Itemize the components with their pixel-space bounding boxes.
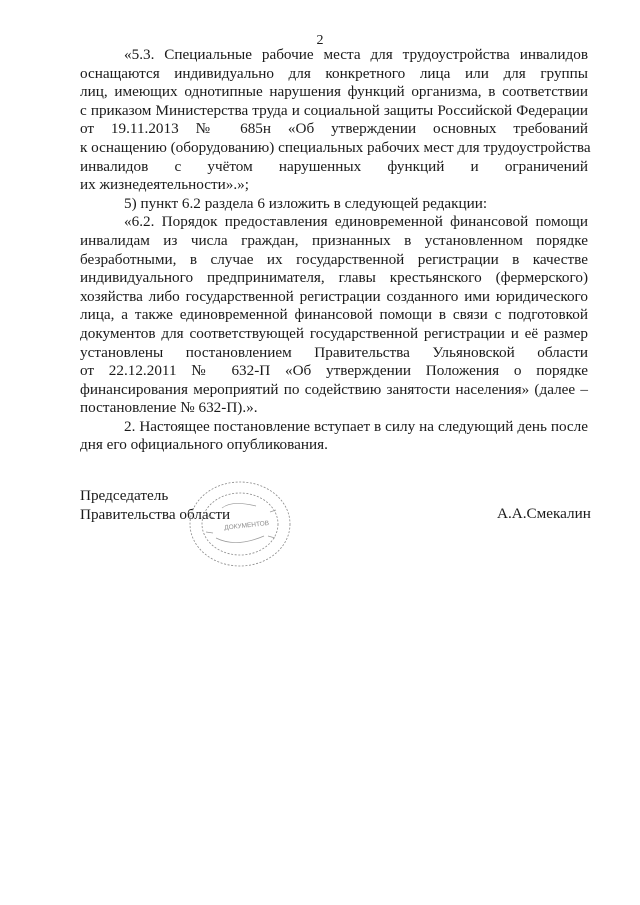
text-line: безработными, в случае их государственной регистрации в качестве bbox=[80, 250, 588, 268]
text-line: от 22.12.2011 № 632-П «Об утверждении Положения о порядке bbox=[80, 362, 588, 380]
text-line: документов для соответствующей государственной регистрации и её размер bbox=[80, 324, 588, 342]
item-2 bbox=[80, 418, 588, 455]
text-line: к оснащению (оборудованию) специальных рабочих мест для трудоустройства bbox=[80, 138, 591, 156]
text-line: инвалидов с учётом нарушенных функций и ограничений bbox=[80, 157, 588, 175]
official-stamp bbox=[186, 478, 294, 570]
text-line: финансирования мероприятий по содействию занятости населения» (далее – bbox=[80, 380, 588, 398]
text-line: лица, а также единовременной финансовой помощи в связи с подготовкой bbox=[80, 306, 588, 324]
text-line: хозяйства либо государственной регистрации созданного ими юридического bbox=[80, 287, 588, 305]
text-line: «5.3. Специальные рабочие места для трудоустройства инвалидов bbox=[124, 46, 588, 63]
text-line: лиц, имеющих однотипные нарушения функций организма, в соответствии bbox=[80, 83, 588, 101]
paragraph-6-2 bbox=[80, 213, 588, 418]
text-line: оснащаются индивидуально для конкретного лица или для группы bbox=[80, 64, 588, 82]
text-line: их жизнедеятельности».»; bbox=[80, 176, 249, 194]
text-line: установлены постановлением Правительства Ульяновской области bbox=[80, 343, 588, 361]
text-line: «6.2. Порядок предоставления единовременной финансовой помощи bbox=[124, 213, 588, 231]
signatory-name: А.А.Смекалин bbox=[497, 505, 591, 522]
text-line: с приказом Министерства труда и социальной защиты Российской Федерации bbox=[80, 101, 588, 119]
signatory-title-line: Председатель bbox=[80, 487, 169, 504]
signatory-title-line: Правительства области bbox=[80, 505, 231, 523]
text-line: 2. Настоящее постановление вступает в силу на следующий день после bbox=[124, 417, 588, 435]
document-body bbox=[80, 46, 591, 455]
item-5 bbox=[80, 195, 588, 214]
page-number: 2 bbox=[316, 33, 324, 48]
text-line: инвалидам из числа граждан, признанных в установленном порядке bbox=[80, 231, 588, 249]
paragraph-5-3 bbox=[80, 46, 591, 195]
text-line: дня его официального опубликования. bbox=[80, 436, 328, 454]
svg-text:ДОКУМЕНТОВ: ДОКУМЕНТОВ bbox=[223, 519, 270, 532]
text-line: от 19.11.2013 № 685н «Об утверждении основных требований bbox=[80, 120, 588, 138]
text-line: постановление № 632-П).». bbox=[80, 399, 258, 417]
text-line: 5) пункт 6.2 раздела 6 изложить в следующей редакции: bbox=[124, 194, 488, 212]
text-line: индивидуального предпринимателя, главы крестьянского (фермерского) bbox=[80, 269, 588, 287]
